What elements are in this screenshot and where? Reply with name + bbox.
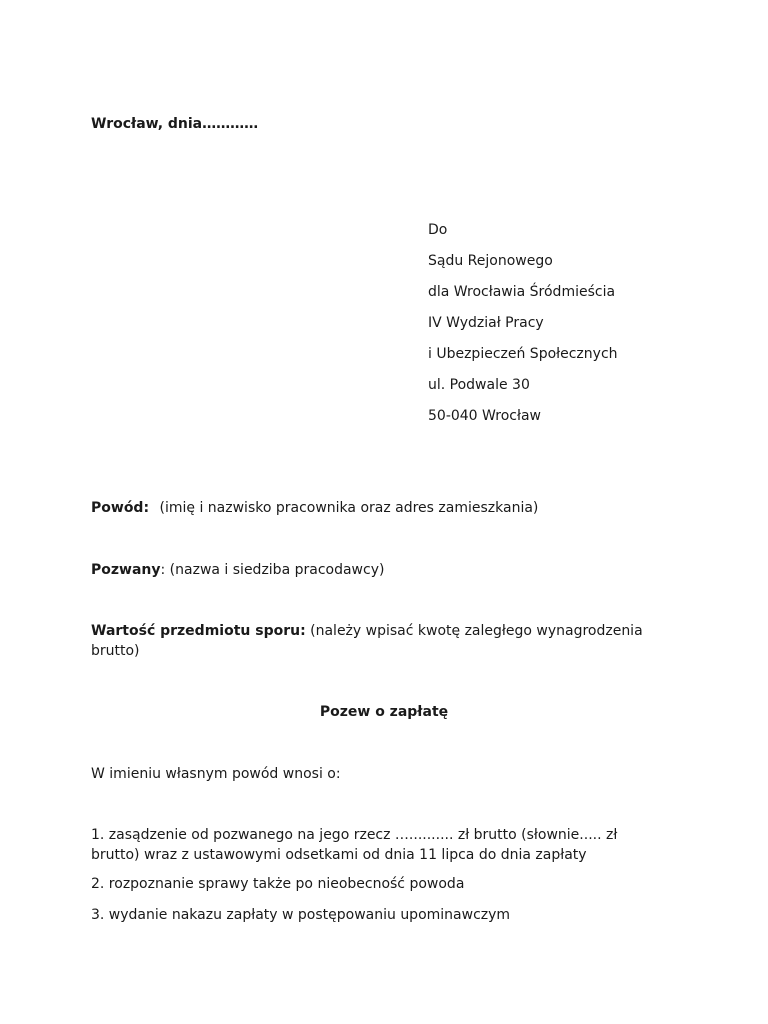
dispute-value-text: (należy wpisać kwotę zaległego wynagrodzenia brutto) <box>91 623 643 659</box>
plaintiff-text: (imię i nazwisko pracownika oraz adres zamieszkania) <box>159 500 539 516</box>
defendant-label: Pozwany <box>91 562 161 578</box>
addressee-line: dla Wrocławia Śródmieścia <box>428 284 616 300</box>
plaintiff-field <box>91 498 538 518</box>
dispute-value-field <box>91 621 661 661</box>
request-item: 2. rozpoznanie sprawy także po nieobecność powoda <box>91 876 465 892</box>
intro-text: W imieniu własnym powód wnosi o: <box>91 766 341 782</box>
request-item: 3. wydanie nakazu zapłaty w postępowaniu upominawczym <box>91 907 511 923</box>
defendant-field <box>91 560 384 580</box>
addressee-line: ul. Podwale 30 <box>428 377 530 393</box>
request-item: 1. zasądzenie od pozwanego na jego rzecz ….......... zł brutto (słownie..... zł brutto) wraz z ustawowymi odsetkami od dnia 11 lipca do dnia zapłaty <box>91 827 618 863</box>
document-title: Pozew o zapłatę <box>319 704 449 720</box>
addressee-line: i Ubezpieczeń Społecznych <box>428 346 618 362</box>
addressee-line: 50-040 Wrocław <box>428 408 541 424</box>
addressee-line: IV Wydział Pracy <box>428 315 544 331</box>
addressee-line: Sądu Rejonowego <box>428 253 553 269</box>
plaintiff-label: Powód: <box>91 500 150 516</box>
defendant-text: : (nazwa i siedziba pracodawcy) <box>160 562 385 578</box>
dispute-value-label: Wartość przedmiotu sporu: <box>91 623 306 639</box>
place-date: Wrocław, dnia………… <box>91 116 259 132</box>
addressee-line: Do <box>428 222 448 238</box>
